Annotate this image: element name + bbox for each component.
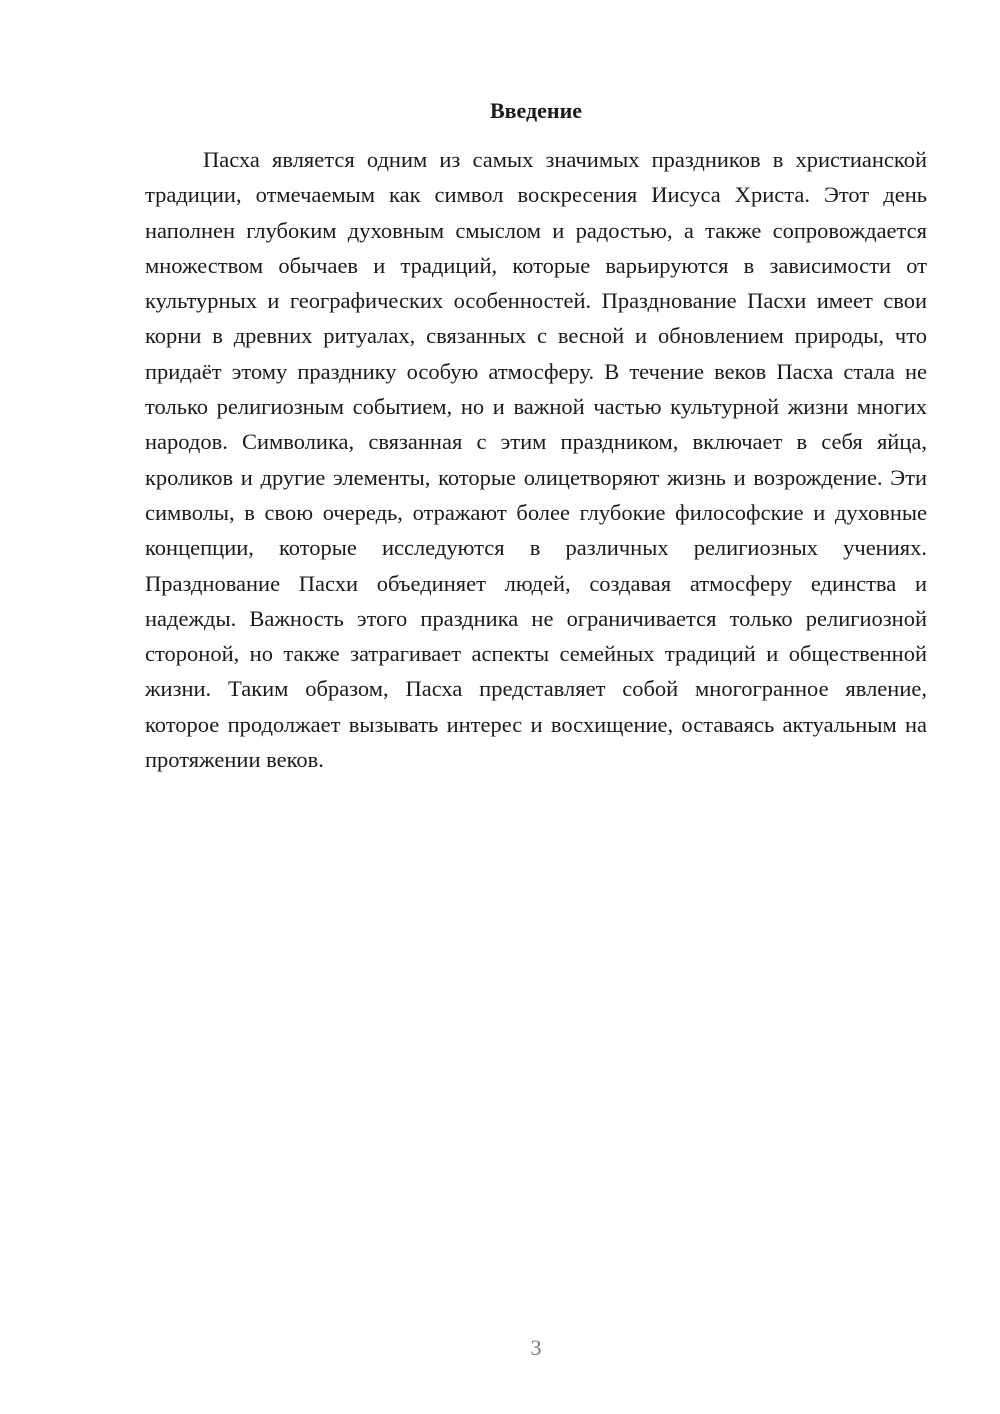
body-paragraph: Пасха является одним из самых значимых праздников в христианской традиции, отмечаемым как символ воскресения Иисуса Христа. Этот день наполнен глубоким духовным смыслом и радостью, а также сопровождается множеством обычаев и традиций, которые варьируются в зависимости от культурных и географических особенностей. Празднование Пасхи имеет свои корни в древних ритуалах, связанных с весной и обновлением природы, что придаёт этому празднику особую атмосферу. В течение веков Пасха стала не только религиозным событием, но и важной частью культурной жизни многих народов. Символика, связанная с этим праздником, включает в себя яйца, кроликов и другие элементы, которые олицетворяют жизнь и возрождение. Эти символы, в свою очередь, отражают более глубокие философские и духовные концепции, которые исследуются в различных религиозных учениях. Празднование Пасхи объединяет людей, создавая атмосферу единства и надежды. Важность этого праздника не ограничивается только религиозной стороной, но также затрагивает аспекты семейных традиций и общественной жизни. Таким образом, Пасха представляет собой многогранное явление, которое продолжает вызывать интерес и восхищение, оставаясь актуальным на протяжении веков. (145, 147, 927, 773)
page-number: 3 (530, 1335, 542, 1360)
section-heading: Введение (489, 98, 583, 123)
